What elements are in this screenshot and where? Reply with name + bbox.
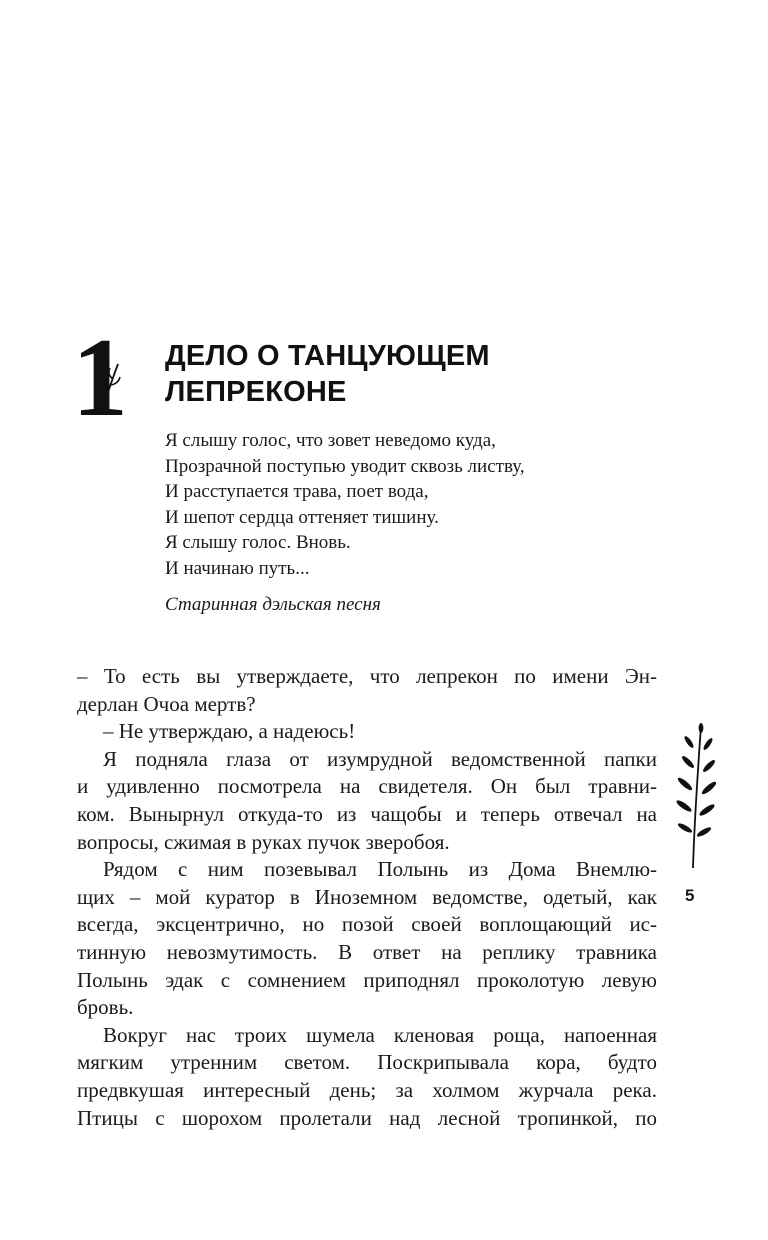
chapter-title-line: ЛЕПРЕКОНЕ: [165, 376, 347, 408]
body-line: Я подняла глаза от изумрудной ведомственной папки: [103, 746, 657, 771]
body-line: Птицы с шорохом пролетали над лесной тропинкой, по: [77, 1105, 657, 1130]
epigraph-line: Прозрачной поступью уводит сквозь листву,: [165, 455, 525, 477]
sprig-icon: [100, 362, 122, 406]
chapter-number: 1: [72, 316, 128, 440]
body-line: бровь.: [77, 995, 134, 1020]
epigraph-line: И шепот сердца оттеняет тишину.: [165, 506, 439, 528]
epigraph-source: Старинная дэльская песня: [165, 594, 381, 615]
body-text: [77, 663, 657, 1132]
body-line: ком. Вынырнул откуда-то из чащобы и теперь отвечал на: [77, 801, 657, 826]
page-number: 5: [685, 886, 695, 905]
body-line: мягким утренним светом. Поскрипывала кора, будто: [77, 1050, 657, 1075]
body-line: и удивленно посмотрела на свидетеля. Он был травни-: [77, 774, 657, 799]
body-line: дерлан Очоа мертв?: [77, 691, 256, 716]
body-line: – Не утверждаю, а надеюсь!: [103, 719, 356, 744]
epigraph-line: И начинаю путь...: [165, 557, 310, 579]
epigraph: [165, 428, 605, 582]
body-line: щих – мой куратор в Иноземном ведомстве, одетый, как: [77, 884, 657, 909]
body-line: предвкушая интересный день; за холмом журчала река.: [77, 1077, 657, 1102]
body-line: всегда, эксцентрично, но позой своей воплощающий ис-: [77, 912, 657, 937]
epigraph-line: И расступается трава, поет вода,: [165, 481, 429, 503]
epigraph-line: Я слышу голос, что зовет неведомо куда,: [165, 430, 496, 451]
body-line: тинную невозмутимость. В ответ на реплику травника: [77, 939, 657, 964]
chapter-title-line: ДЕЛО О ТАНЦУЮЩЕМ: [165, 340, 490, 372]
body-line: Рядом с ним позевывал Полынь из Дома Внемлю-: [103, 857, 657, 882]
chapter-title: [165, 338, 585, 410]
body-line: Полынь эдак с сомнением приподнял проколотую левую: [77, 967, 657, 992]
epigraph-line: Я слышу голос. Вновь.: [165, 532, 351, 554]
sprig-icon: [667, 722, 719, 870]
body-line: Вокруг нас троих шумела кленовая роща, напоенная: [103, 1022, 657, 1047]
body-line: – То есть вы утверждаете, что лепрекон по имени Эн-: [77, 664, 657, 688]
body-line: вопросы, сжимая в руках пучок зверобоя.: [77, 829, 450, 854]
